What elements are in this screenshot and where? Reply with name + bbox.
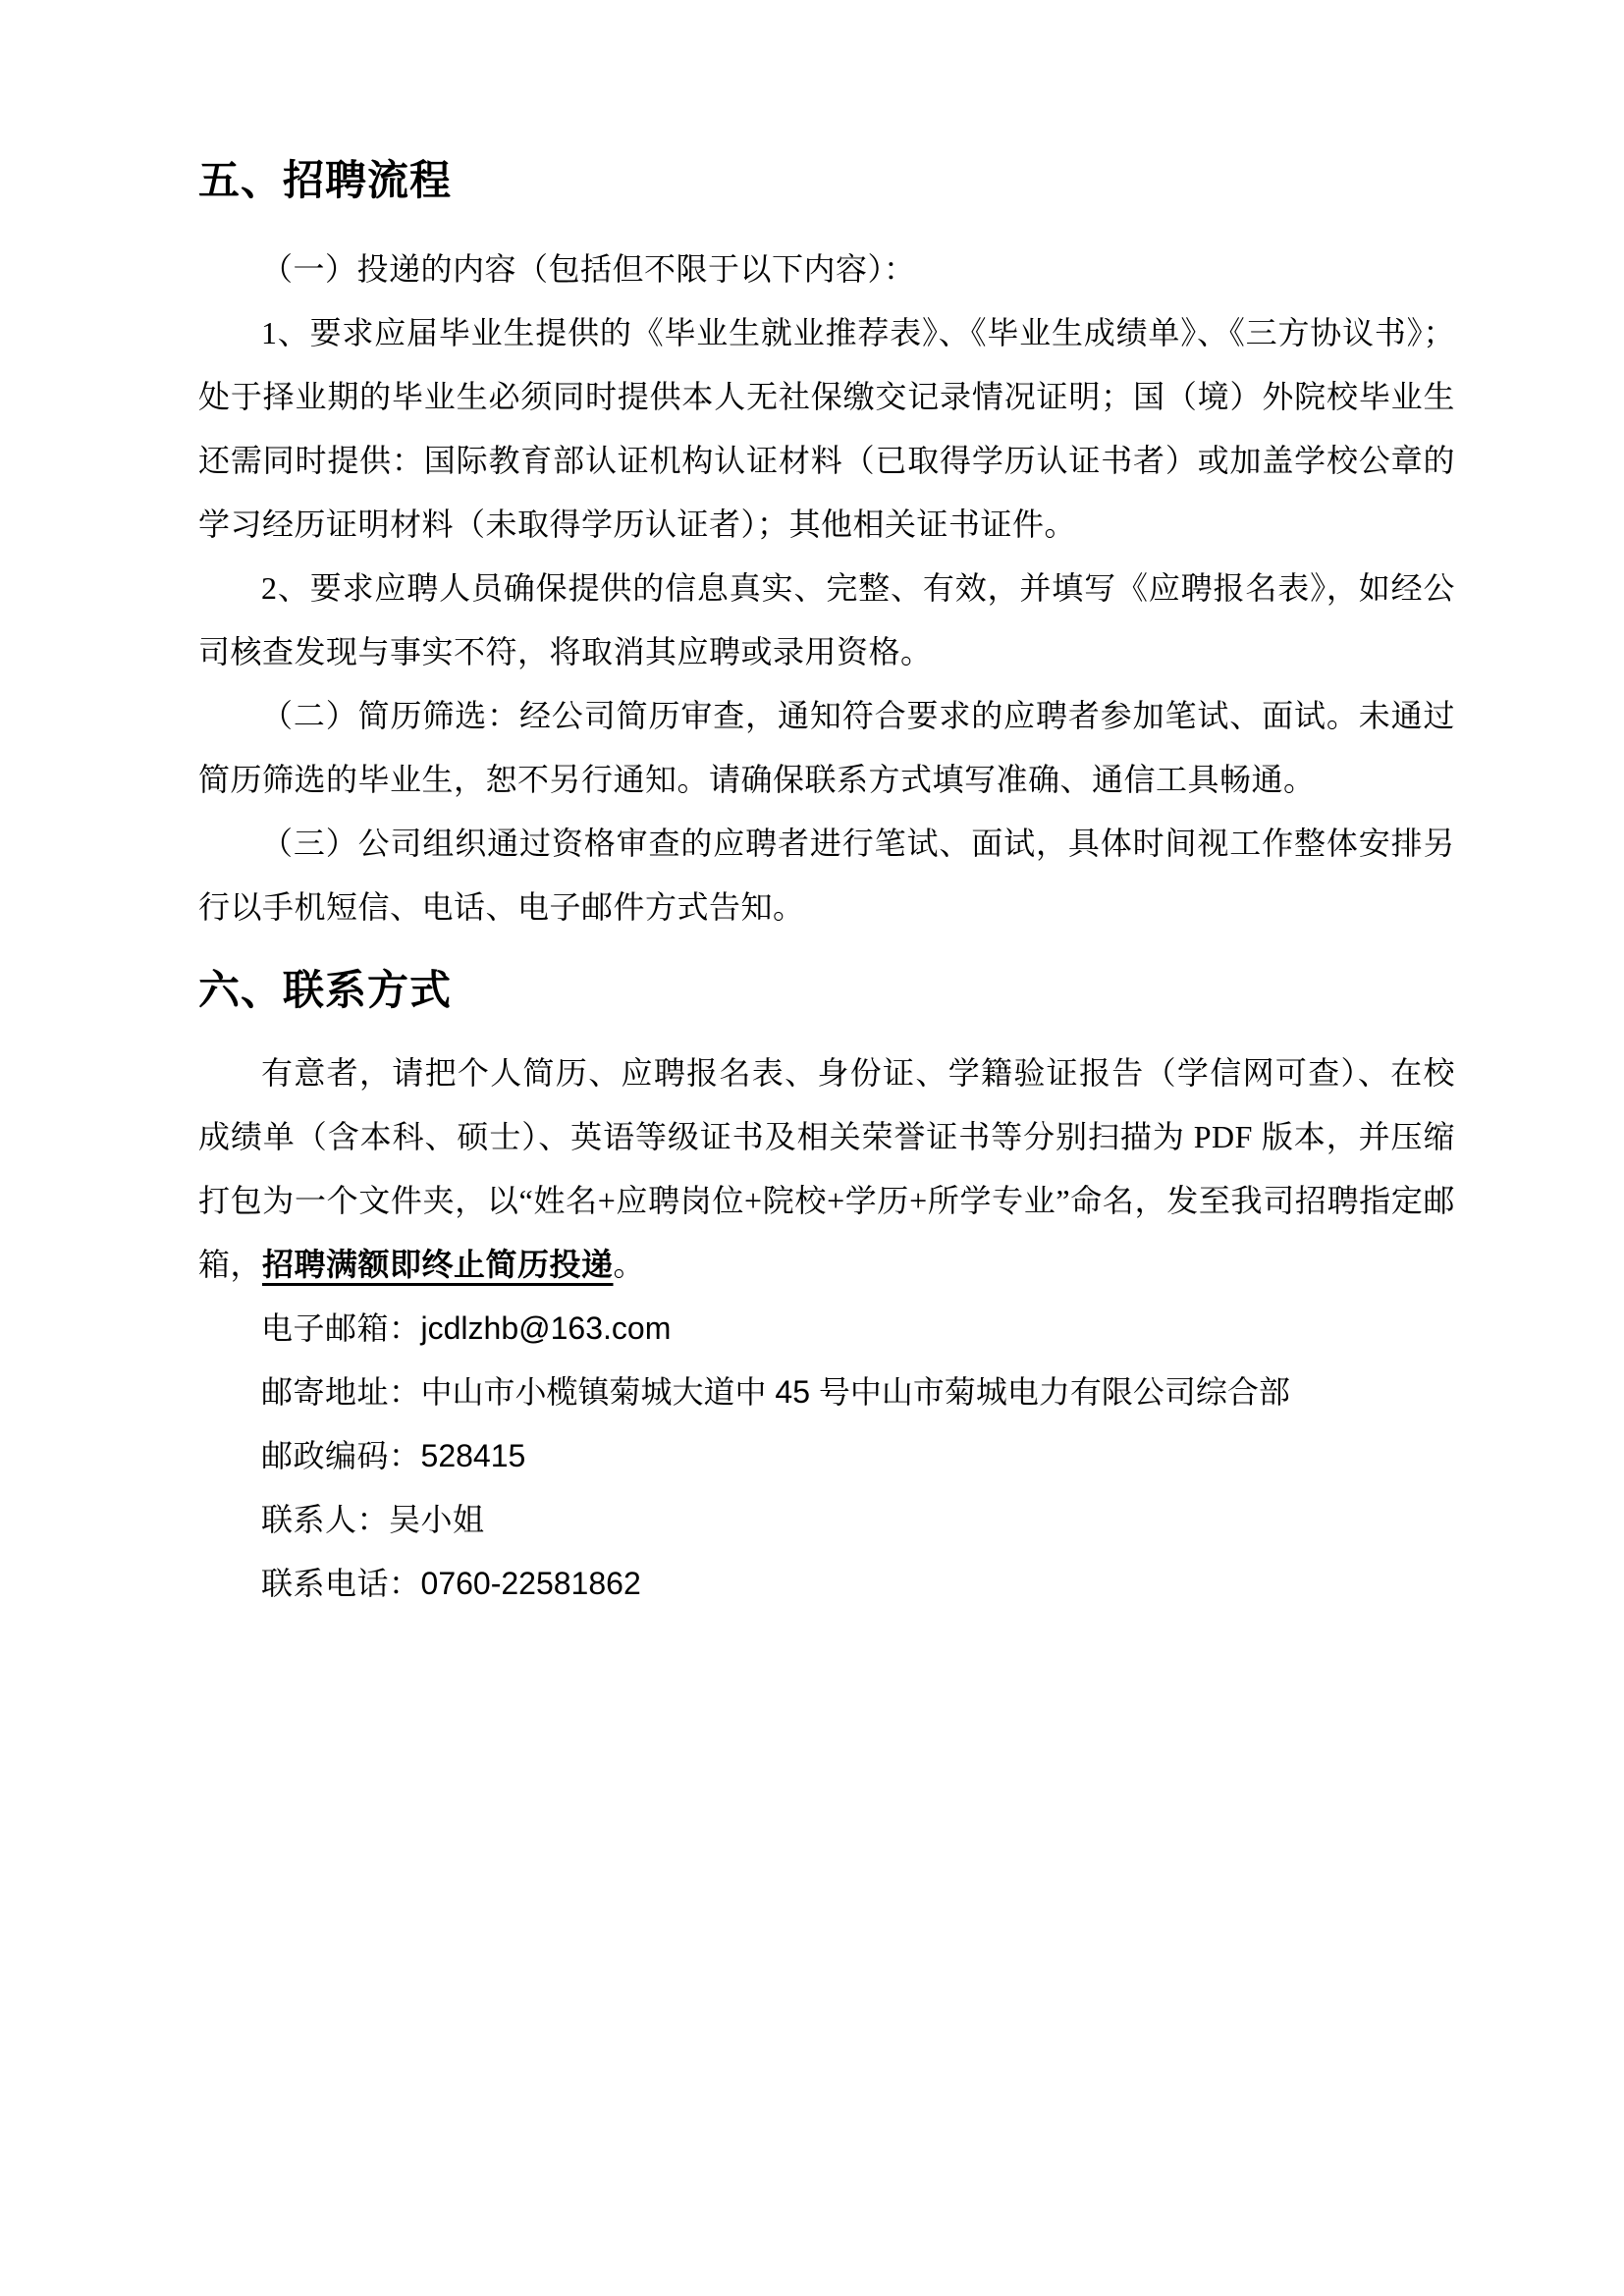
recruitment-process-heading: 五、招聘流程 bbox=[198, 157, 453, 203]
contact-person-value: 吴小姐 bbox=[389, 1502, 485, 1537]
email-value: jcdlzhb@163.com bbox=[420, 1310, 672, 1346]
mailing-address-label: 邮寄地址： bbox=[261, 1374, 421, 1410]
contact-line-phone bbox=[198, 1552, 1455, 1616]
email-label: 电子邮箱： bbox=[261, 1310, 421, 1346]
phone-value: 0760-22581862 bbox=[420, 1566, 641, 1601]
contact-intro-period: 。 bbox=[613, 1247, 646, 1282]
paragraph-exam-notification: （三）公司组织通过资格审查的应聘者进行笔试、面试，具体时间视工作整体安排另行以手机短信、电话、电子邮件方式告知。 bbox=[198, 826, 1455, 925]
contact-line-contact-person bbox=[198, 1488, 1455, 1552]
mailing-address-value: 中山市小榄镇菊城大道中 45 号中山市菊城电力有限公司综合部 bbox=[420, 1374, 1290, 1410]
paragraph-contact-intro bbox=[198, 1041, 1455, 1297]
contact-person-label: 联系人： bbox=[261, 1502, 390, 1537]
postal-code-value: 528415 bbox=[420, 1438, 526, 1473]
contact-line-mailing-address bbox=[198, 1361, 1455, 1424]
contact-heading: 六、联系方式 bbox=[198, 967, 453, 1013]
contact-intro-text: 有意者，请把个人简历、应聘报名表、身份证、学籍验证报告（学信网可查）、在校成绩单（含本科、硕士）、英语等级证书及相关荣誉证书等分别扫描为 PDF 版本，并压缩打包为一个文件夹，以“姓名+应聘岗位+院校+学历+所学专业”命名，发至我司招聘指定邮箱， bbox=[198, 1055, 1455, 1282]
postal-code-label: 邮政编码： bbox=[261, 1438, 421, 1473]
paragraph-information-accuracy: 2、要求应聘人员确保提供的信息真实、完整、有效，并填写《应聘报名表》，如经公司核查发现与事实不符，将取消其应聘或录用资格。 bbox=[198, 570, 1455, 669]
emphasis-recruitment-deadline: 招聘满额即终止简历投递 bbox=[262, 1247, 614, 1282]
contact-line-postal-code bbox=[198, 1424, 1455, 1488]
paragraph-required-documents: 1、要求应届毕业生提供的《毕业生就业推荐表》、《毕业生成绩单》、《三方协议书》；处于择业期的毕业生必须同时提供本人无社保缴交记录情况证明；国（境）外院校毕业生还需同时提供：国际教育部认证机构认证材料（已取得学历认证书者）或加盖学校公章的学习经历证明材料（未取得学历认证者）；其他相关证书证件。 bbox=[198, 315, 1455, 542]
paragraph-submission-content-intro: （一）投递的内容（包括但不限于以下内容）： bbox=[261, 251, 916, 287]
phone-label: 联系电话： bbox=[261, 1566, 421, 1601]
paragraph-resume-screening: （二）简历筛选：经公司简历审查，通知符合要求的应聘者参加笔试、面试。未通过简历筛选的毕业生，恕不另行通知。请确保联系方式填写准确、通信工具畅通。 bbox=[198, 698, 1455, 797]
contact-line-email bbox=[198, 1297, 1455, 1361]
